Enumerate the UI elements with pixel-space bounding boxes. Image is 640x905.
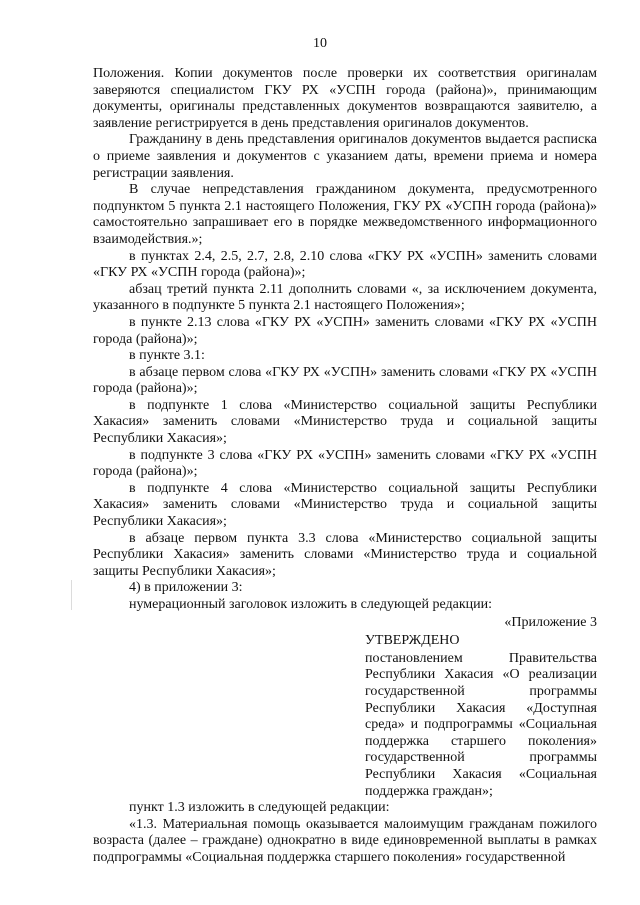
document-body <box>93 66 597 867</box>
paragraph-3: В случае непредставления гражданином документа, предусмотренного подпунктом 5 пункта 2.1 настоящего Положения, ГКУ РХ «УСПН города (района)» самостоятельно запрашивает его в порядке межведомственного информационного взаимодействия.»; <box>93 182 597 247</box>
paragraph-10: в подпункте 3 слова «ГКУ РХ «УСПН» заменить словами «ГКУ РХ «УСПН города (района)»; <box>93 447 597 480</box>
paragraph-1: Положения. Копии документов после проверки их соответствия оригиналам заверяются специалистом ГКУ РХ «УСПН города (района)», принимающим документы, оригиналы представленных документов возвращаются заявителю, а заявление регистрируется в день представления оригиналов документов. <box>93 66 597 131</box>
paragraph-5: абзац третий пункта 2.11 дополнить словами «, за исключением документа, указанного в подпункте 5 пункта 2.1 настоящего Положения»; <box>93 281 597 314</box>
page-number: 10 <box>313 36 327 51</box>
paragraph-13: 4) в приложении 3: <box>129 580 243 596</box>
paragraph-4: в пунктах 2.4, 2.5, 2.7, 2.8, 2.10 слова «ГКУ РХ «УСПН» заменить словами «ГКУ РХ «УСПН города (района)»; <box>93 248 597 281</box>
paragraph-15: пункт 1.3 изложить в следующей редакции: <box>129 800 390 816</box>
paragraph-6: в пункте 2.13 слова «ГКУ РХ «УСПН» заменить словами «ГКУ РХ «УСПН города (района)»; <box>93 314 597 347</box>
approval-heading: УТВЕРЖДЕНО <box>365 633 460 649</box>
margin-mark <box>71 580 72 610</box>
paragraph-9: в подпункте 1 слова «Министерство социальной защиты Республики Хакасия» заменить словами «Министерство труда и социальной защиты Республики Хакасия»; <box>93 397 597 447</box>
paragraph-2: Гражданину в день представления оригиналов документов выдается расписка о приеме заявления и документов с указанием даты, времени приема и номера регистрации заявления. <box>93 132 597 181</box>
appendix-reference: «Приложение 3 <box>504 614 597 630</box>
approval-block <box>365 633 597 800</box>
paragraph-8: в абзаце первом слова «ГКУ РХ «УСПН» заменить словами «ГКУ РХ «УСПН города (района)»; <box>93 364 597 397</box>
paragraph-7: в пункте 3.1: <box>129 348 205 364</box>
paragraph-11: в подпункте 4 слова «Министерство социальной защиты Республики Хакасия» заменить словами «Министерство труда и социальной защиты Республики Хакасия»; <box>93 480 597 530</box>
paragraph-16: «1.3. Материальная помощь оказывается малоимущим гражданам пожилого возраста (далее – граждане) однократно в виде единовременной выплаты в рамках подпрограммы «Социальная поддержка старшего поколения» государственной <box>93 816 597 865</box>
paragraph-14: нумерационный заголовок изложить в следующей редакции: <box>129 597 492 612</box>
paragraph-12: в абзаце первом пункта 3.3 слова «Министерство социальной защиты Республики Хакасия» заменить словами «Министерство труда и социальной защиты Республики Хакасия»; <box>93 530 597 579</box>
approval-body: постановлением Правительства Республики Хакасия «О реализации государственной программы Республики Хакасия «Доступная среда» и подпрограммы «Социальная поддержка старшего поколения» государственной программы Республики Хакасия «Социальная поддержка граждан»; <box>365 650 597 799</box>
